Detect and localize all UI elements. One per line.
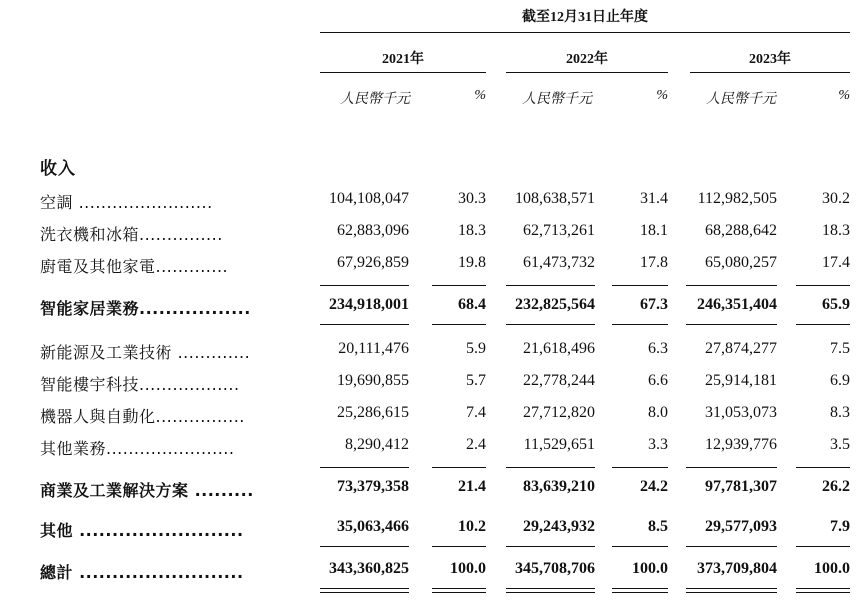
percent-2021: 7.4 xyxy=(466,404,486,421)
percent-2021: 5.7 xyxy=(466,372,486,389)
subtotal-rule xyxy=(686,324,777,325)
subtotal-rule xyxy=(796,324,850,325)
total-double-rule xyxy=(506,588,595,593)
percent-2023: 6.9 xyxy=(830,372,850,389)
value-2021: 67,926,859 xyxy=(337,254,409,271)
unit-label-2021: 人民幣千元 xyxy=(340,92,410,107)
total-double-rule xyxy=(432,588,486,593)
value-2021: 20,111,476 xyxy=(338,340,409,357)
percent-2021: 18.3 xyxy=(458,222,486,239)
total-rule xyxy=(320,546,409,547)
percent-2023: 7.9 xyxy=(830,518,850,535)
total-rule xyxy=(506,546,595,547)
subtotal-rule xyxy=(686,467,777,468)
row-label: 智能家居業務................. xyxy=(40,299,251,318)
percent-2022: 6.3 xyxy=(648,340,668,357)
value-2023: 68,288,642 xyxy=(705,222,777,239)
subtotal-rule xyxy=(320,467,409,468)
row-label: 總計 ......................... xyxy=(40,563,244,582)
percent-2022: 8.0 xyxy=(648,404,668,421)
subtotal-rule xyxy=(686,285,777,286)
row-label: 洗衣機和冰箱............... xyxy=(40,225,223,244)
subtotal-rule xyxy=(506,285,595,286)
percent-2021: 2.4 xyxy=(466,436,486,453)
subtotal-rule xyxy=(612,324,668,325)
percent-2022: 3.3 xyxy=(648,436,668,453)
value-2021: 8,290,412 xyxy=(345,436,409,453)
percent-2021: 100.0 xyxy=(450,560,486,577)
percent-2021: 5.9 xyxy=(466,340,486,357)
subtotal-rule xyxy=(320,324,409,325)
percent-2023: 26.2 xyxy=(822,478,850,495)
table-row xyxy=(0,372,862,398)
year-2021-rule xyxy=(320,72,486,73)
value-2021: 234,918,001 xyxy=(329,296,409,313)
table-row xyxy=(0,254,862,280)
period-rule xyxy=(320,32,850,33)
table-row xyxy=(0,190,862,216)
section-title: 收入 xyxy=(40,159,76,179)
value-2023: 27,874,277 xyxy=(705,340,777,357)
year-2023-rule xyxy=(690,72,850,73)
value-2021: 35,063,466 xyxy=(337,518,409,535)
value-2023: 25,914,181 xyxy=(705,372,777,389)
table-row xyxy=(0,340,862,366)
table-row-total xyxy=(0,560,862,586)
table-row xyxy=(0,222,862,248)
row-label: 機器人與自動化................ xyxy=(40,407,245,426)
value-2021: 343,360,825 xyxy=(329,560,409,577)
percent-2023: 65.9 xyxy=(822,296,850,313)
table-row-subtotal xyxy=(0,518,862,544)
value-2023: 112,982,505 xyxy=(697,190,777,207)
percent-2022: 8.5 xyxy=(648,518,668,535)
percent-2022: 100.0 xyxy=(632,560,668,577)
table-row-subtotal xyxy=(0,478,862,504)
unit-label-2022: 人民幣千元 xyxy=(522,92,592,107)
row-label: 其他業務....................... xyxy=(40,439,235,458)
value-2022: 21,618,496 xyxy=(523,340,595,357)
subtotal-rule xyxy=(612,467,668,468)
total-rule xyxy=(612,546,668,547)
table-row xyxy=(0,404,862,430)
percent-2022: 18.1 xyxy=(640,222,668,239)
value-2022: 83,639,210 xyxy=(523,478,595,495)
subtotal-rule xyxy=(432,467,486,468)
value-2023: 246,351,404 xyxy=(697,296,777,313)
total-double-rule xyxy=(686,588,777,593)
value-2022: 11,529,651 xyxy=(523,436,595,453)
percent-2021: 21.4 xyxy=(458,478,486,495)
value-2023: 65,080,257 xyxy=(705,254,777,271)
subtotal-rule xyxy=(506,324,595,325)
percent-2022: 6.6 xyxy=(648,372,668,389)
percent-2021: 30.3 xyxy=(458,190,486,207)
value-2023: 373,709,804 xyxy=(697,560,777,577)
year-2022-rule xyxy=(506,72,668,73)
percent-2023: 8.3 xyxy=(830,404,850,421)
percent-label-2022: % xyxy=(656,88,668,103)
value-2021: 19,690,855 xyxy=(337,372,409,389)
subtotal-rule xyxy=(796,285,850,286)
percent-2022: 67.3 xyxy=(640,296,668,313)
value-2023: 12,939,776 xyxy=(705,436,777,453)
total-double-rule xyxy=(320,588,409,593)
value-2023: 31,053,073 xyxy=(705,404,777,421)
subtotal-rule xyxy=(432,324,486,325)
year-2023-header: 2023年 xyxy=(749,52,791,67)
value-2022: 61,473,732 xyxy=(523,254,595,271)
percent-2021: 10.2 xyxy=(458,518,486,535)
total-rule xyxy=(686,546,777,547)
value-2021: 104,108,047 xyxy=(329,190,409,207)
subtotal-rule xyxy=(320,285,409,286)
total-rule xyxy=(796,546,850,547)
row-label: 廚電及其他家電............. xyxy=(40,257,229,276)
percent-2021: 19.8 xyxy=(458,254,486,271)
value-2022: 62,713,261 xyxy=(523,222,595,239)
percent-2022: 17.8 xyxy=(640,254,668,271)
subtotal-rule xyxy=(506,467,595,468)
value-2021: 62,883,096 xyxy=(337,222,409,239)
table-row xyxy=(0,436,862,462)
subtotal-rule xyxy=(432,285,486,286)
total-double-rule xyxy=(796,588,850,593)
total-double-rule xyxy=(612,588,668,593)
row-label: 智能樓宇科技.................. xyxy=(40,375,240,394)
percent-2023: 3.5 xyxy=(830,436,850,453)
row-label: 其他 ......................... xyxy=(40,521,244,540)
unit-label-2023: 人民幣千元 xyxy=(706,92,776,107)
row-label: 新能源及工業技術 ............. xyxy=(40,343,251,362)
row-label: 空調 ........................ xyxy=(40,193,213,212)
table-row-subtotal xyxy=(0,296,862,322)
percent-2023: 100.0 xyxy=(814,560,850,577)
period-title: 截至12月31日止年度 xyxy=(522,10,648,25)
percent-2023: 18.3 xyxy=(822,222,850,239)
subtotal-rule xyxy=(796,467,850,468)
year-2022-header: 2022年 xyxy=(566,52,608,67)
value-2022: 232,825,564 xyxy=(515,296,595,313)
percent-2022: 31.4 xyxy=(640,190,668,207)
percent-2021: 68.4 xyxy=(458,296,486,313)
value-2021: 25,286,615 xyxy=(337,404,409,421)
percent-2023: 7.5 xyxy=(830,340,850,357)
value-2021: 73,379,358 xyxy=(337,478,409,495)
value-2022: 345,708,706 xyxy=(515,560,595,577)
subtotal-rule xyxy=(612,285,668,286)
percent-2023: 30.2 xyxy=(822,190,850,207)
value-2023: 97,781,307 xyxy=(705,478,777,495)
percent-label-2023: % xyxy=(838,88,850,103)
total-rule xyxy=(432,546,486,547)
percent-label-2021: % xyxy=(474,88,486,103)
value-2023: 29,577,093 xyxy=(705,518,777,535)
value-2022: 27,712,820 xyxy=(523,404,595,421)
value-2022: 29,243,932 xyxy=(523,518,595,535)
value-2022: 108,638,571 xyxy=(515,190,595,207)
percent-2022: 24.2 xyxy=(640,478,668,495)
percent-2023: 17.4 xyxy=(822,254,850,271)
row-label: 商業及工業解決方案 ......... xyxy=(40,481,254,500)
year-2021-header: 2021年 xyxy=(382,52,424,67)
value-2022: 22,778,244 xyxy=(523,372,595,389)
